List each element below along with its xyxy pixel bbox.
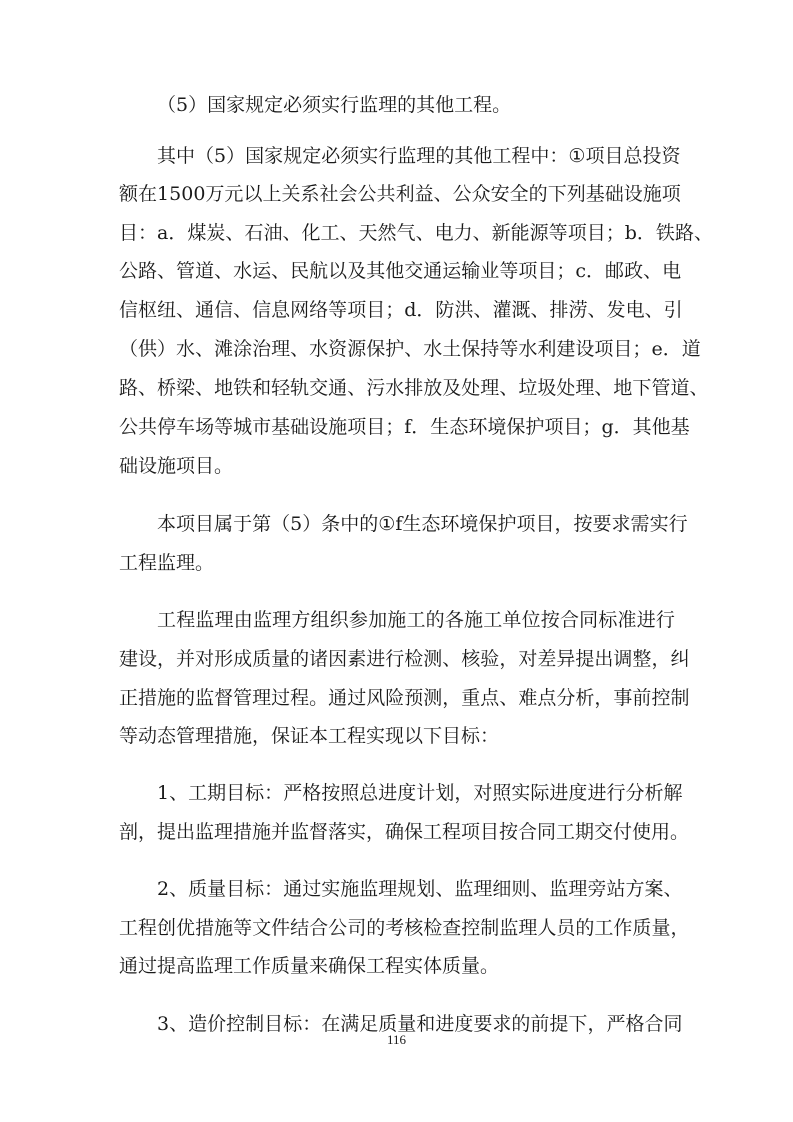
paragraph-line: 3 、 造 价 控 制 目 标 ： 在 满 足 质 量 和 进 度 要 求 的 前 提 下 ， 严 格 合 同 [157,1013,683,1035]
paragraph-line: 剖，提出监理措施并监督落实，确保工程项目按合同工期交付使用。 [119,821,690,843]
paragraph-line: 额 在 1 5 0 0 万 元 以 上 关 系 社 会 公 共 利 益 、 公 众 安 全 的 下 列 基 础 设 施 项 [119,183,681,205]
paragraph-line: （ 供 ） 水 、 滩 涂 治 理 、 水 资 源 保 护 、 水 土 保 持 等 水 利 建 设 项 目 ； e ． 道 [119,338,701,360]
paragraph-line: 本 项 目 属 于 第 （ 5 ） 条 中 的 ① f 生 态 环 境 保 护 项 目 ， 按 要 求 需 实 行 [157,513,688,535]
paragraph-line: （5）国家规定必须实行监理的其他工程。 [157,94,512,116]
paragraph-line: 目 ： a ． 煤 炭 、 石 油 、 化 工 、 天 然 气 、 电 力 、 新 能 源 等 项 目 ； b ． 铁 路 、 [119,222,713,244]
paragraph-line: 通过提高监理工作质量来确保工程实体质量。 [119,955,500,977]
paragraph-line: 正 措 施 的 监 督 管 理 过 程 。 通 过 风 险 预 测 ， 重 点 、 难 点 分 析 ， 事 前 控 制 [119,687,690,709]
paragraph-line: 路 、 桥 梁 、 地 铁 和 轻 轨 交 通 、 污 水 排 放 及 处 理 、 垃 圾 处 理 、 地 下 管 道 、 [119,377,709,399]
paragraph-line: 1 、 工 期 目 标 ： 严 格 按 照 总 进 度 计 划 ， 对 照 实 际 进 度 进 行 分 析 解 [157,782,683,804]
paragraph-line: 工程监理。 [119,552,215,574]
paragraph-line: 公 路 、 管 道 、 水 运 、 民 航 以 及 其 他 交 通 运 输 业 等 项 目 ； c ． 邮 政 、 电 [119,260,682,282]
paragraph-line: 信 枢 纽 、 通 信 、 信 息 网 络 等 项 目 ； d ． 防 洪 、 灌 溉 、 排 涝 、 发 电 、 引 [119,299,683,321]
paragraph-line: 工 程 创 优 措 施 等 文 件 结 合 公 司 的 考 核 检 查 控 制 监 理 人 员 的 工 作 质 量 ， [119,917,690,939]
paragraph-line: 建 设 ， 并 对 形 成 质 量 的 诸 因 素 进 行 检 测 、 核 验 ， 对 差 异 提 出 调 整 ， 纠 [119,648,690,670]
paragraph-line: 其 中 （ 5 ） 国 家 规 定 必 须 实 行 监 理 的 其 他 工 程 中 ： ① 项 目 总 投 资 [157,145,681,167]
paragraph-line: 等动态管理措施，保证本工程实现以下目标： [119,725,500,747]
paragraph-line: 公 共 停 车 场 等 城 市 基 础 设 施 项 目 ； f ． 生 态 环 境 保 护 项 目 ； g ． 其 他 基 [119,416,690,438]
paragraph-line: 础设施项目。 [119,455,234,477]
page-number: 116 [386,1032,407,1047]
paragraph-line: 工 程 监 理 由 监 理 方 组 织 参 加 施 工 的 各 施 工 单 位 按 合 同 标 准 进 行 [157,609,675,631]
paragraph-line: 2 、 质 量 目 标 ： 通 过 实 施 监 理 规 划 、 监 理 细 则 、 监 理 旁 站 方 案 、 [157,878,683,900]
